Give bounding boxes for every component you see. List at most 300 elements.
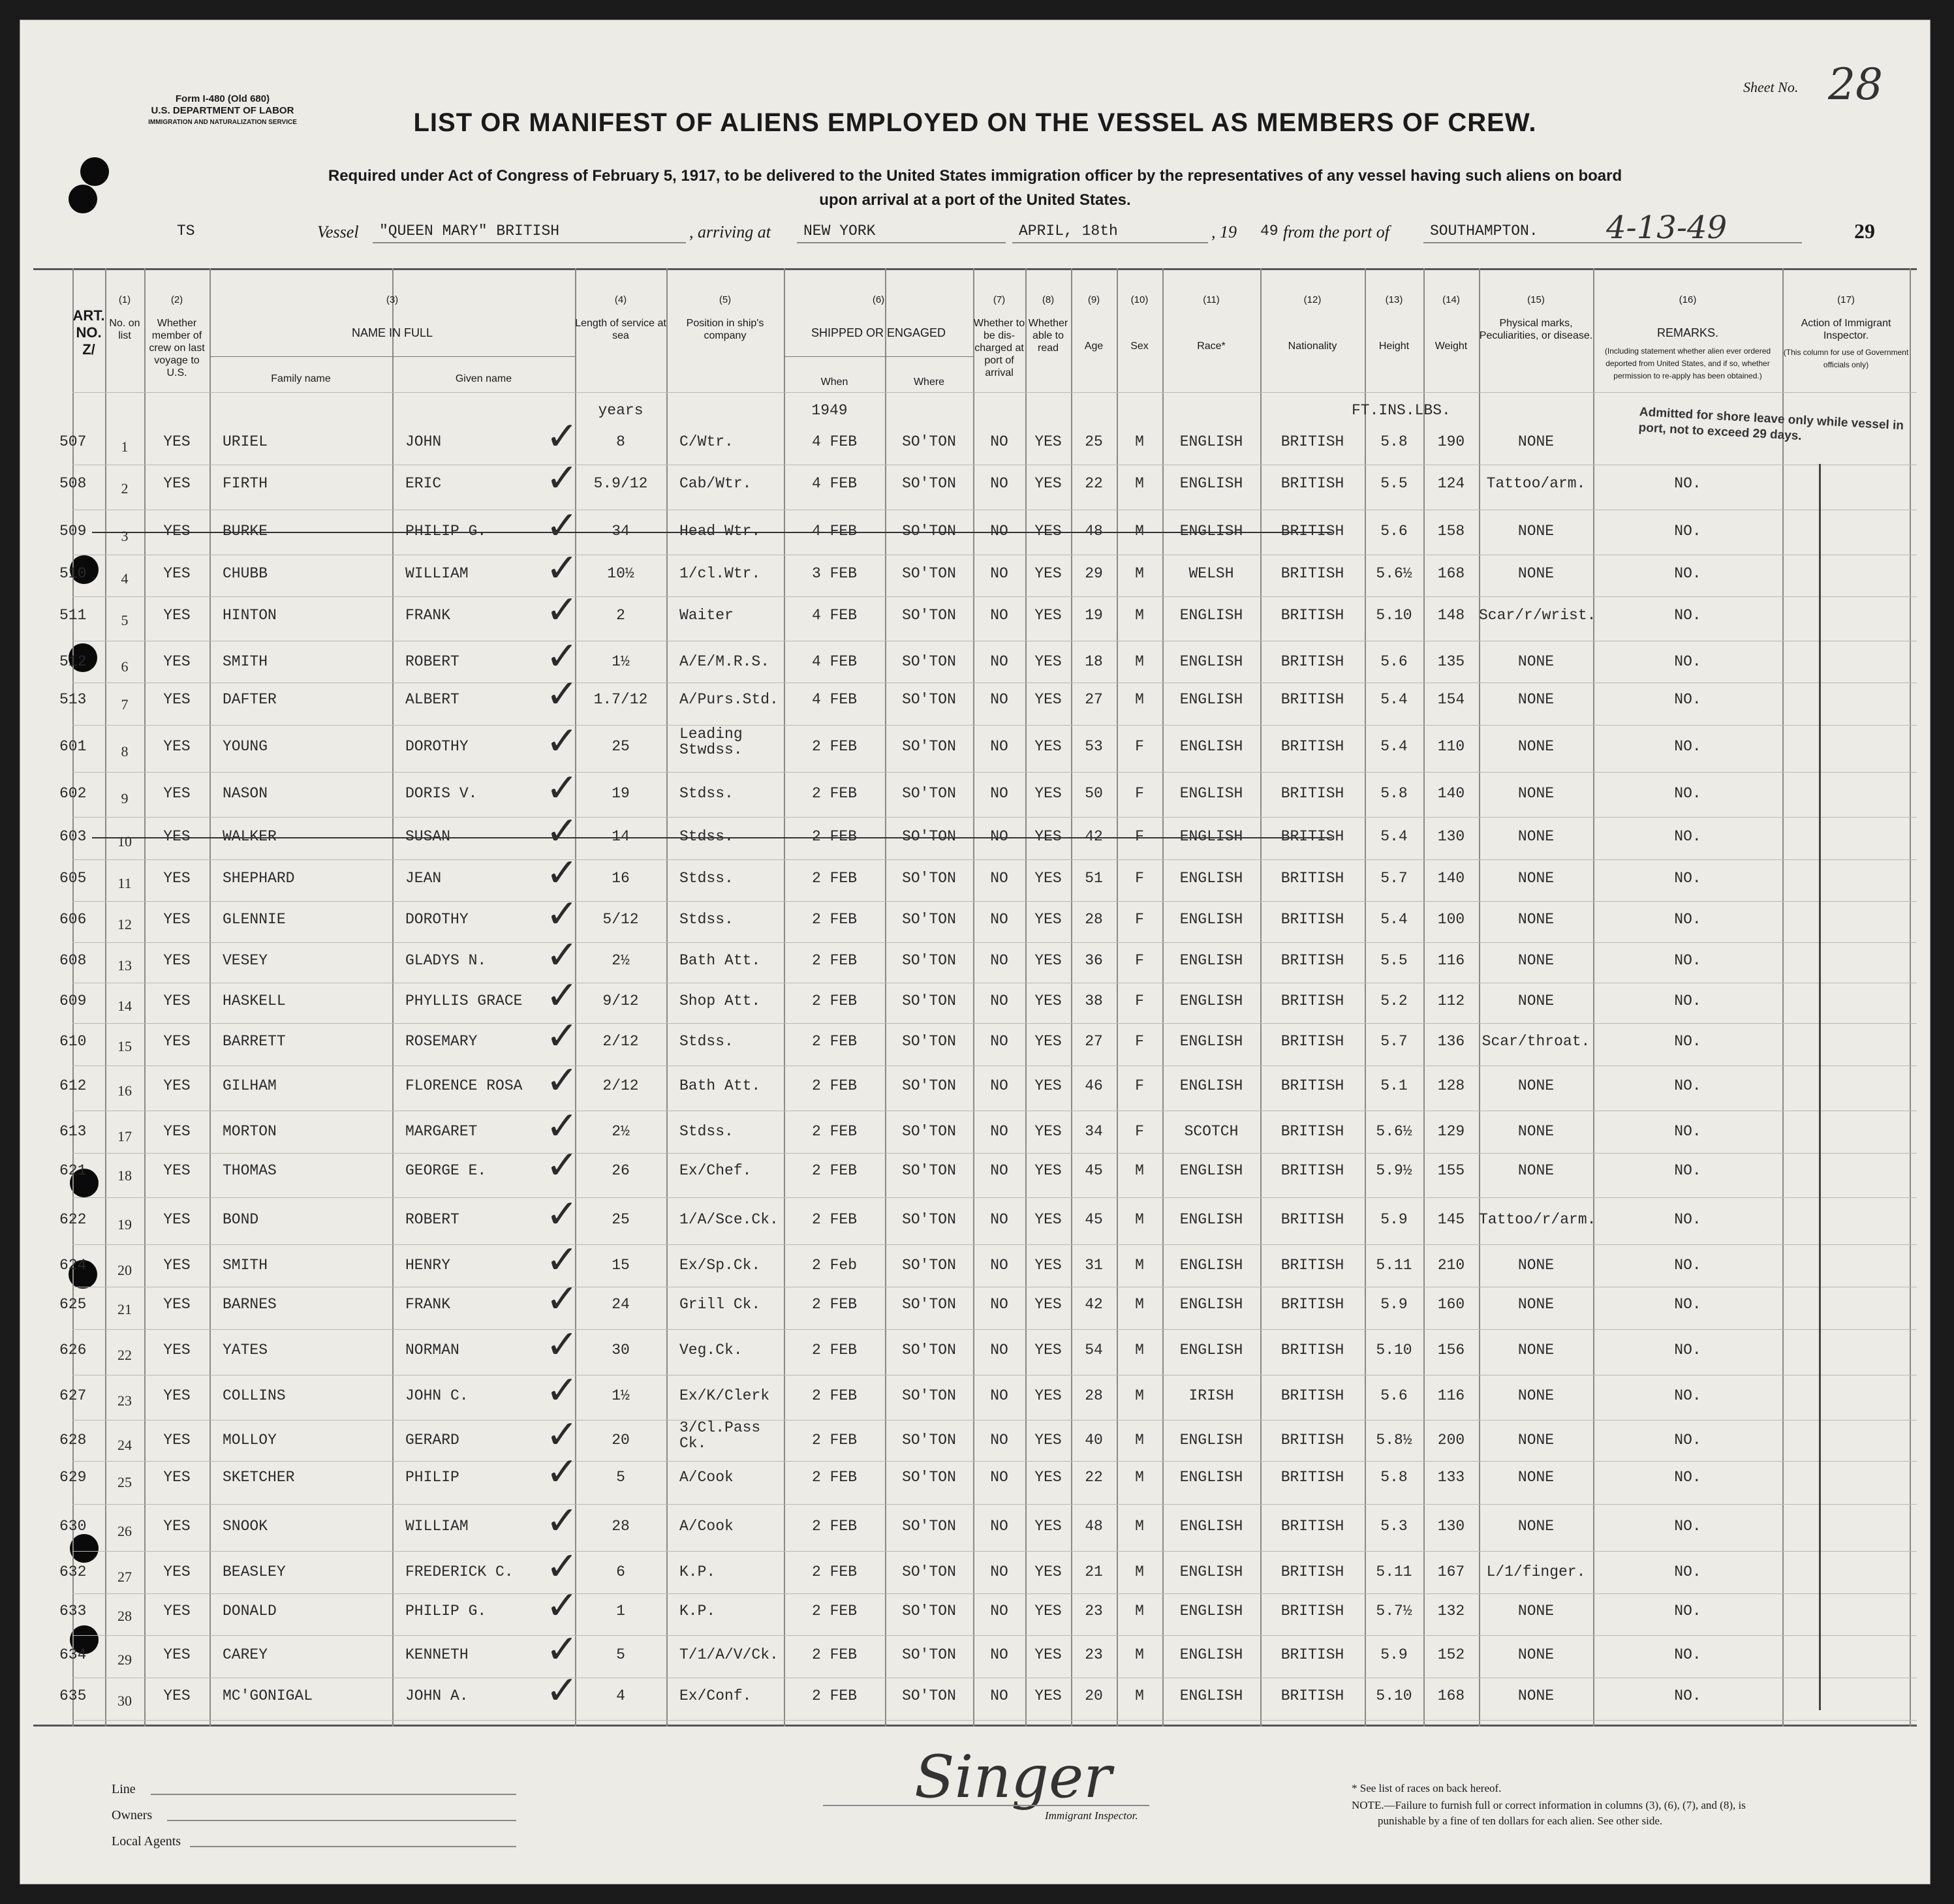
cell-no: 26 [117, 1523, 132, 1539]
header-c13: Height [1378, 341, 1410, 352]
check-mark-icon: ✓ [546, 1276, 579, 1322]
check-mark-icon: ✓ [546, 1668, 579, 1713]
cell-read: YES [1034, 475, 1062, 492]
cell-weight: 168 [1437, 565, 1465, 582]
cell-service: 34 [612, 523, 630, 540]
cell-marks: NONE [1517, 911, 1555, 928]
cell-race: ENGLISH [1179, 738, 1243, 755]
check-mark-icon: ✓ [546, 718, 579, 764]
cell-nat: BRITISH [1280, 1296, 1344, 1313]
cell-art: 508 [59, 475, 87, 492]
cell-remarks: NO. [1674, 1162, 1701, 1179]
cell-age: 54 [1085, 1342, 1103, 1359]
cell-nat: BRITISH [1280, 870, 1344, 887]
cell-art: 610 [59, 1033, 87, 1050]
cell-read: YES [1034, 1342, 1062, 1359]
cell-given: JOHN A. [405, 1687, 469, 1704]
cell-no: 21 [117, 1301, 132, 1317]
cell-age: 20 [1085, 1687, 1103, 1704]
cell-no: 11 [117, 875, 132, 891]
local-agents-label: Local Agents [112, 1834, 181, 1849]
cell-remarks: NO. [1674, 1469, 1701, 1486]
cell-age: 22 [1085, 1469, 1103, 1486]
cell-marks: NONE [1517, 1162, 1555, 1179]
cell-given: FRANK [405, 1296, 451, 1313]
cell-when: 2 FEB [811, 870, 857, 887]
cell-art: 628 [59, 1432, 87, 1449]
cell-prev: YES [163, 691, 191, 708]
cell-weight: 152 [1437, 1646, 1465, 1663]
cell-prev: YES [163, 1033, 191, 1050]
cell-position: Ex/K/Clerk [679, 1387, 770, 1404]
cell-marks: NONE [1517, 952, 1555, 969]
cell-no: 10 [117, 833, 132, 850]
cell-sex: M [1135, 1432, 1144, 1449]
cell-art: 624 [59, 1257, 87, 1274]
cell-race: ENGLISH [1179, 1033, 1243, 1050]
cell-read: YES [1034, 738, 1062, 755]
cell-height: 5.7 [1380, 870, 1408, 887]
cell-no: 3 [121, 528, 129, 544]
cell-prev: YES [163, 785, 191, 802]
cell-family: MC'GONIGAL [223, 1687, 313, 1704]
cell-race: ENGLISH [1179, 1077, 1243, 1094]
cell-nat: BRITISH [1280, 1687, 1344, 1704]
cell-height: 5.8 [1380, 785, 1408, 802]
cell-art: 509 [59, 523, 87, 540]
cell-art: 621 [59, 1162, 87, 1179]
check-mark-icon: ✓ [546, 587, 579, 633]
cell-remarks: NO. [1674, 1432, 1701, 1449]
cell-marks: NONE [1517, 1296, 1555, 1313]
cell-where: SO'TON [902, 738, 956, 755]
cell-height: 5.4 [1380, 911, 1408, 928]
cell-read: YES [1034, 433, 1062, 450]
cell-read: YES [1034, 1257, 1062, 1274]
cell-position: Stdss. [679, 911, 734, 928]
cell-position: Leading Stwdss. [679, 726, 743, 758]
header-c6: SHIPPED OR ENGAGED [811, 326, 946, 339]
cell-height: 5.6½ [1376, 1123, 1412, 1140]
cell-when: 2 FEB [811, 1342, 857, 1359]
cell-art: 634 [59, 1646, 87, 1663]
cell-read: YES [1034, 691, 1062, 708]
cell-where: SO'TON [902, 1687, 956, 1704]
cell-where: SO'TON [902, 607, 956, 624]
cell-race: ENGLISH [1179, 1296, 1243, 1313]
cell-where: SO'TON [902, 433, 956, 450]
crew-table [20, 268, 1930, 1727]
cell-service: 5 [616, 1646, 625, 1663]
cell-disch: NO [990, 870, 1008, 887]
cell-age: 22 [1085, 475, 1103, 492]
header-num-c6: (6) [872, 294, 885, 305]
cell-disch: NO [990, 1123, 1008, 1140]
header-num-c13: (13) [1385, 294, 1403, 305]
cell-remarks: NO. [1674, 1211, 1701, 1228]
cell-read: YES [1034, 911, 1062, 928]
page-number: 29 [1854, 219, 1875, 243]
check-mark-icon: ✓ [546, 634, 579, 679]
check-mark-icon: ✓ [546, 765, 579, 811]
cell-when: 2 FEB [811, 1033, 857, 1050]
cell-prev: YES [163, 607, 191, 624]
cell-remarks: NO. [1674, 952, 1701, 969]
cell-disch: NO [990, 1211, 1008, 1228]
cell-read: YES [1034, 653, 1062, 670]
cell-race: ENGLISH [1179, 911, 1243, 928]
header-c4: Length of service at sea [575, 318, 666, 341]
cell-service: 5.9/12 [593, 475, 648, 492]
cell-where: SO'TON [902, 911, 956, 928]
cell-no: 16 [117, 1083, 132, 1099]
cell-position: 3/Cl.Pass Ck. [679, 1419, 761, 1452]
cell-nat: BRITISH [1280, 1077, 1344, 1094]
form-department: U.S. DEPARTMENT OF LABOR [151, 105, 294, 116]
cell-height: 5.8 [1380, 433, 1408, 450]
check-mark-icon: ✓ [546, 891, 579, 937]
cell-where: SO'TON [902, 1123, 956, 1140]
cell-height: 5.2 [1380, 992, 1408, 1009]
cell-art: 511 [59, 607, 87, 624]
cell-marks: NONE [1517, 565, 1555, 582]
cell-read: YES [1034, 1518, 1062, 1535]
cell-sex: M [1135, 1296, 1144, 1313]
cell-no: 30 [117, 1693, 132, 1709]
cell-no: 1 [121, 438, 129, 455]
cell-race: ENGLISH [1179, 992, 1243, 1009]
cell-weight: 132 [1437, 1603, 1465, 1620]
cell-art: 605 [59, 870, 87, 887]
cell-sex: M [1135, 691, 1144, 708]
cell-prev: YES [163, 992, 191, 1009]
cell-prev: YES [163, 911, 191, 928]
cell-where: SO'TON [902, 1387, 956, 1404]
cell-family: BARNES [223, 1296, 277, 1313]
cell-art: 613 [59, 1123, 87, 1140]
header-c10: Sex [1130, 341, 1149, 352]
cell-when: 3 FEB [811, 565, 857, 582]
cell-art: 510 [59, 565, 87, 582]
units-year: 1949 [811, 402, 848, 419]
cell-prev: YES [163, 1077, 191, 1094]
cell-read: YES [1034, 1162, 1062, 1179]
cell-height: 5.3 [1380, 1518, 1408, 1535]
cell-height: 5.10 [1376, 607, 1412, 624]
cell-age: 45 [1085, 1211, 1103, 1228]
cell-where: SO'TON [902, 691, 956, 708]
cell-nat: BRITISH [1280, 653, 1344, 670]
cell-nat: BRITISH [1280, 828, 1344, 845]
cell-where: SO'TON [902, 992, 956, 1009]
cell-when: 4 FEB [811, 523, 857, 540]
cell-weight: 167 [1437, 1563, 1465, 1580]
cell-position: Cab/Wtr. [679, 475, 752, 492]
cell-when: 4 FEB [811, 607, 857, 624]
cell-race: ENGLISH [1179, 1518, 1243, 1535]
arrival-date: APRIL, 18th [1019, 223, 1118, 239]
cell-when: 2 FEB [811, 1162, 857, 1179]
cell-race: ENGLISH [1179, 870, 1243, 887]
cell-marks: Tattoo/arm. [1486, 475, 1586, 492]
header-c5: Position in ship's company [686, 318, 764, 341]
cell-service: 2½ [612, 952, 630, 969]
cell-sex: M [1135, 1162, 1144, 1179]
cell-art: 507 [59, 433, 87, 450]
cell-weight: 116 [1437, 1387, 1465, 1404]
header-c3a: Family name [271, 373, 331, 384]
cell-prev: YES [163, 1296, 191, 1313]
cell-where: SO'TON [902, 870, 956, 887]
cell-given: ROSEMARY [405, 1033, 478, 1050]
cell-sex: M [1135, 607, 1144, 624]
cell-race: ENGLISH [1179, 1563, 1243, 1580]
header-c6a: When [820, 376, 848, 388]
cell-sex: M [1135, 523, 1144, 540]
check-mark-icon: ✓ [546, 850, 579, 896]
cell-race: ENGLISH [1179, 653, 1243, 670]
cell-race: ENGLISH [1179, 475, 1243, 492]
cell-prev: YES [163, 1387, 191, 1404]
cell-when: 2 FEB [811, 1432, 857, 1449]
cell-marks: NONE [1517, 1469, 1555, 1486]
cell-art: 625 [59, 1296, 87, 1313]
header-num-c5: (5) [719, 294, 732, 305]
cell-when: 2 FEB [811, 1296, 857, 1313]
cell-weight: 116 [1437, 952, 1465, 969]
cell-when: 2 FEB [811, 992, 857, 1009]
cell-art: 602 [59, 785, 87, 802]
cell-art: 609 [59, 992, 87, 1009]
cell-position: A/E/M.R.S. [679, 653, 770, 670]
cell-service: 1 [616, 1603, 625, 1620]
cell-race: ENGLISH [1179, 433, 1243, 450]
cell-read: YES [1034, 1603, 1062, 1620]
cell-disch: NO [990, 992, 1008, 1009]
cell-remarks: NO. [1674, 1518, 1701, 1535]
cell-no: 23 [117, 1392, 132, 1409]
cell-read: YES [1034, 785, 1062, 802]
cell-marks: NONE [1517, 828, 1555, 845]
cell-height: 5.6½ [1376, 565, 1412, 582]
cell-race: ENGLISH [1179, 1432, 1243, 1449]
cell-disch: NO [990, 1296, 1008, 1313]
cell-remarks: NO. [1674, 523, 1701, 540]
cell-given: WILLIAM [405, 565, 469, 582]
cell-race: ENGLISH [1179, 523, 1243, 540]
cell-where: SO'TON [902, 828, 956, 845]
cell-marks: L/1/finger. [1486, 1563, 1586, 1580]
cell-position: Stdss. [679, 785, 734, 802]
cell-nat: BRITISH [1280, 691, 1344, 708]
cell-position: Bath Att. [679, 952, 761, 969]
cell-height: 5.1 [1380, 1077, 1408, 1094]
cell-where: SO'TON [902, 1603, 956, 1620]
cell-prev: YES [163, 1432, 191, 1449]
cell-remarks: NO. [1674, 475, 1701, 492]
cell-given: JOHN [405, 433, 442, 450]
cell-given: GERARD [405, 1432, 459, 1449]
cell-nat: BRITISH [1280, 1387, 1344, 1404]
header-c3b: Given name [455, 373, 512, 384]
cell-no: 4 [121, 570, 129, 587]
cell-height: 5.10 [1376, 1342, 1412, 1359]
cell-prev: YES [163, 738, 191, 755]
cell-no: 15 [117, 1038, 132, 1054]
cell-height: 5.10 [1376, 1687, 1412, 1704]
cell-read: YES [1034, 1123, 1062, 1140]
cell-given: MARGARET [405, 1123, 478, 1140]
cell-weight: 140 [1437, 870, 1465, 887]
cell-height: 5.9 [1380, 1646, 1408, 1663]
cell-where: SO'TON [902, 952, 956, 969]
cell-sex: M [1135, 653, 1144, 670]
check-mark-icon: ✓ [546, 671, 579, 717]
cell-given: PHILIP G. [405, 523, 487, 540]
cell-service: 30 [612, 1342, 630, 1359]
cell-nat: BRITISH [1280, 785, 1344, 802]
cell-read: YES [1034, 1646, 1062, 1663]
cell-remarks: NO. [1674, 1603, 1701, 1620]
page-title: LIST OR MANIFEST OF ALIENS EMPLOYED ON THE VESSEL AS MEMBERS OF CREW. [413, 108, 1537, 137]
cell-sex: F [1135, 1033, 1144, 1050]
header-c3: NAME IN FULL [351, 326, 433, 339]
cell-sex: M [1135, 565, 1144, 582]
cell-height: 5.4 [1380, 828, 1408, 845]
cell-position: Ex/Sp.Ck. [679, 1257, 761, 1274]
cell-given: FLORENCE ROSA [405, 1077, 523, 1094]
cell-nat: BRITISH [1280, 1342, 1344, 1359]
penalty-note-2: punishable by a fine of ten dollars for each alien. See other side. [1378, 1815, 1663, 1827]
cell-marks: NONE [1517, 1432, 1555, 1449]
penalty-note: NOTE.—Failure to furnish full or correct information in columns (3), (6), (7), and (8), is [1352, 1799, 1746, 1811]
cell-height: 5.6 [1380, 523, 1408, 540]
cell-sex: F [1135, 785, 1144, 802]
cell-art: 512 [59, 653, 87, 670]
cell-given: DORIS V. [405, 785, 478, 802]
cell-no: 29 [117, 1651, 132, 1668]
cell-given: ERIC [405, 475, 442, 492]
cell-height: 5.9 [1380, 1296, 1408, 1313]
cell-age: 53 [1085, 738, 1103, 755]
cell-age: 28 [1085, 1387, 1103, 1404]
owners-label: Owners [112, 1808, 153, 1822]
cell-prev: YES [163, 1518, 191, 1535]
cell-read: YES [1034, 1432, 1062, 1449]
cell-given: PHILIP G. [405, 1603, 487, 1620]
cell-position: K.P. [679, 1563, 716, 1580]
cell-no: 5 [121, 612, 129, 628]
check-mark-icon: ✓ [546, 1583, 579, 1629]
cell-art: 612 [59, 1077, 87, 1094]
check-mark-icon: ✓ [546, 1368, 579, 1413]
header-num-c10: (10) [1130, 294, 1149, 305]
vessel-label: Vessel [317, 223, 359, 241]
cell-age: 28 [1085, 911, 1103, 928]
cell-family: SHEPHARD [223, 870, 295, 887]
cell-weight: 210 [1437, 1257, 1465, 1274]
check-mark-icon: ✓ [546, 1498, 579, 1544]
cell-nat: BRITISH [1280, 1211, 1344, 1228]
cell-where: SO'TON [902, 523, 956, 540]
cell-height: 5.5 [1380, 475, 1408, 492]
check-mark-icon: ✓ [546, 1412, 579, 1458]
cell-sex: M [1135, 475, 1144, 492]
cell-read: YES [1034, 1687, 1062, 1704]
cell-no: 24 [117, 1437, 132, 1453]
cell-prev: YES [163, 1162, 191, 1179]
cell-marks: Scar/r/wrist. [1479, 607, 1596, 624]
cell-position: Veg.Ck. [679, 1342, 743, 1359]
cell-weight: 130 [1437, 1518, 1465, 1535]
cell-art: 630 [59, 1518, 87, 1535]
cell-prev: YES [163, 1646, 191, 1663]
check-mark-icon: ✓ [546, 1103, 579, 1149]
cell-marks: NONE [1517, 1603, 1555, 1620]
cell-service: 6 [616, 1563, 625, 1580]
cell-given: PHILIP [405, 1469, 459, 1486]
cell-read: YES [1034, 607, 1062, 624]
cell-sex: F [1135, 992, 1144, 1009]
cell-disch: NO [990, 1469, 1008, 1486]
races-note: * See list of races on back hereof. [1352, 1782, 1502, 1794]
cell-sex: F [1135, 1123, 1144, 1140]
cell-remarks: NO. [1674, 1563, 1701, 1580]
header-num-c1: (1) [118, 294, 131, 305]
cell-read: YES [1034, 1296, 1062, 1313]
cell-age: 36 [1085, 952, 1103, 969]
cell-service: 15 [612, 1257, 630, 1274]
cell-given: PHYLLIS GRACE [405, 992, 523, 1009]
cell-given: JOHN C. [405, 1387, 469, 1404]
cell-remarks: NO. [1674, 565, 1701, 582]
cell-disch: NO [990, 523, 1008, 540]
cell-when: 2 FEB [811, 1211, 857, 1228]
cell-family: COLLINS [223, 1387, 286, 1404]
cell-nat: BRITISH [1280, 1123, 1344, 1140]
cell-service: 2½ [612, 1123, 630, 1140]
cell-position: 1/A/Sce.Ck. [679, 1211, 779, 1228]
cell-when: 2 FEB [811, 738, 857, 755]
cell-where: SO'TON [902, 475, 956, 492]
check-mark-icon: ✓ [546, 1544, 579, 1589]
header-num-c2: (2) [170, 294, 183, 305]
units-height-weight: FT.INS.LBS. [1352, 402, 1451, 419]
cell-weight: 156 [1437, 1342, 1465, 1359]
cell-art: 601 [59, 738, 87, 755]
cell-no: 8 [121, 743, 129, 760]
cell-marks: NONE [1517, 1257, 1555, 1274]
cell-prev: YES [163, 1342, 191, 1359]
cell-nat: BRITISH [1280, 607, 1344, 624]
cell-remarks: NO. [1674, 1033, 1701, 1050]
cell-race: IRISH [1188, 1387, 1234, 1404]
check-mark-icon: ✓ [546, 1449, 579, 1495]
cell-given: DOROTHY [405, 738, 469, 755]
cell-position: Shop Att. [679, 992, 761, 1009]
cell-age: 48 [1085, 523, 1103, 540]
cell-given: ALBERT [405, 691, 459, 708]
year-label: , 19 [1211, 223, 1237, 241]
vessel-name: "QUEEN MARY" BRITISH [379, 223, 560, 239]
cell-when: 2 FEB [811, 1603, 857, 1620]
cell-height: 5.11 [1376, 1563, 1412, 1580]
cell-age: 50 [1085, 785, 1103, 802]
cell-prev: YES [163, 1469, 191, 1486]
cell-nat: BRITISH [1280, 1603, 1344, 1620]
header-num-c9: (9) [1087, 294, 1100, 305]
cell-service: 2/12 [602, 1077, 639, 1094]
